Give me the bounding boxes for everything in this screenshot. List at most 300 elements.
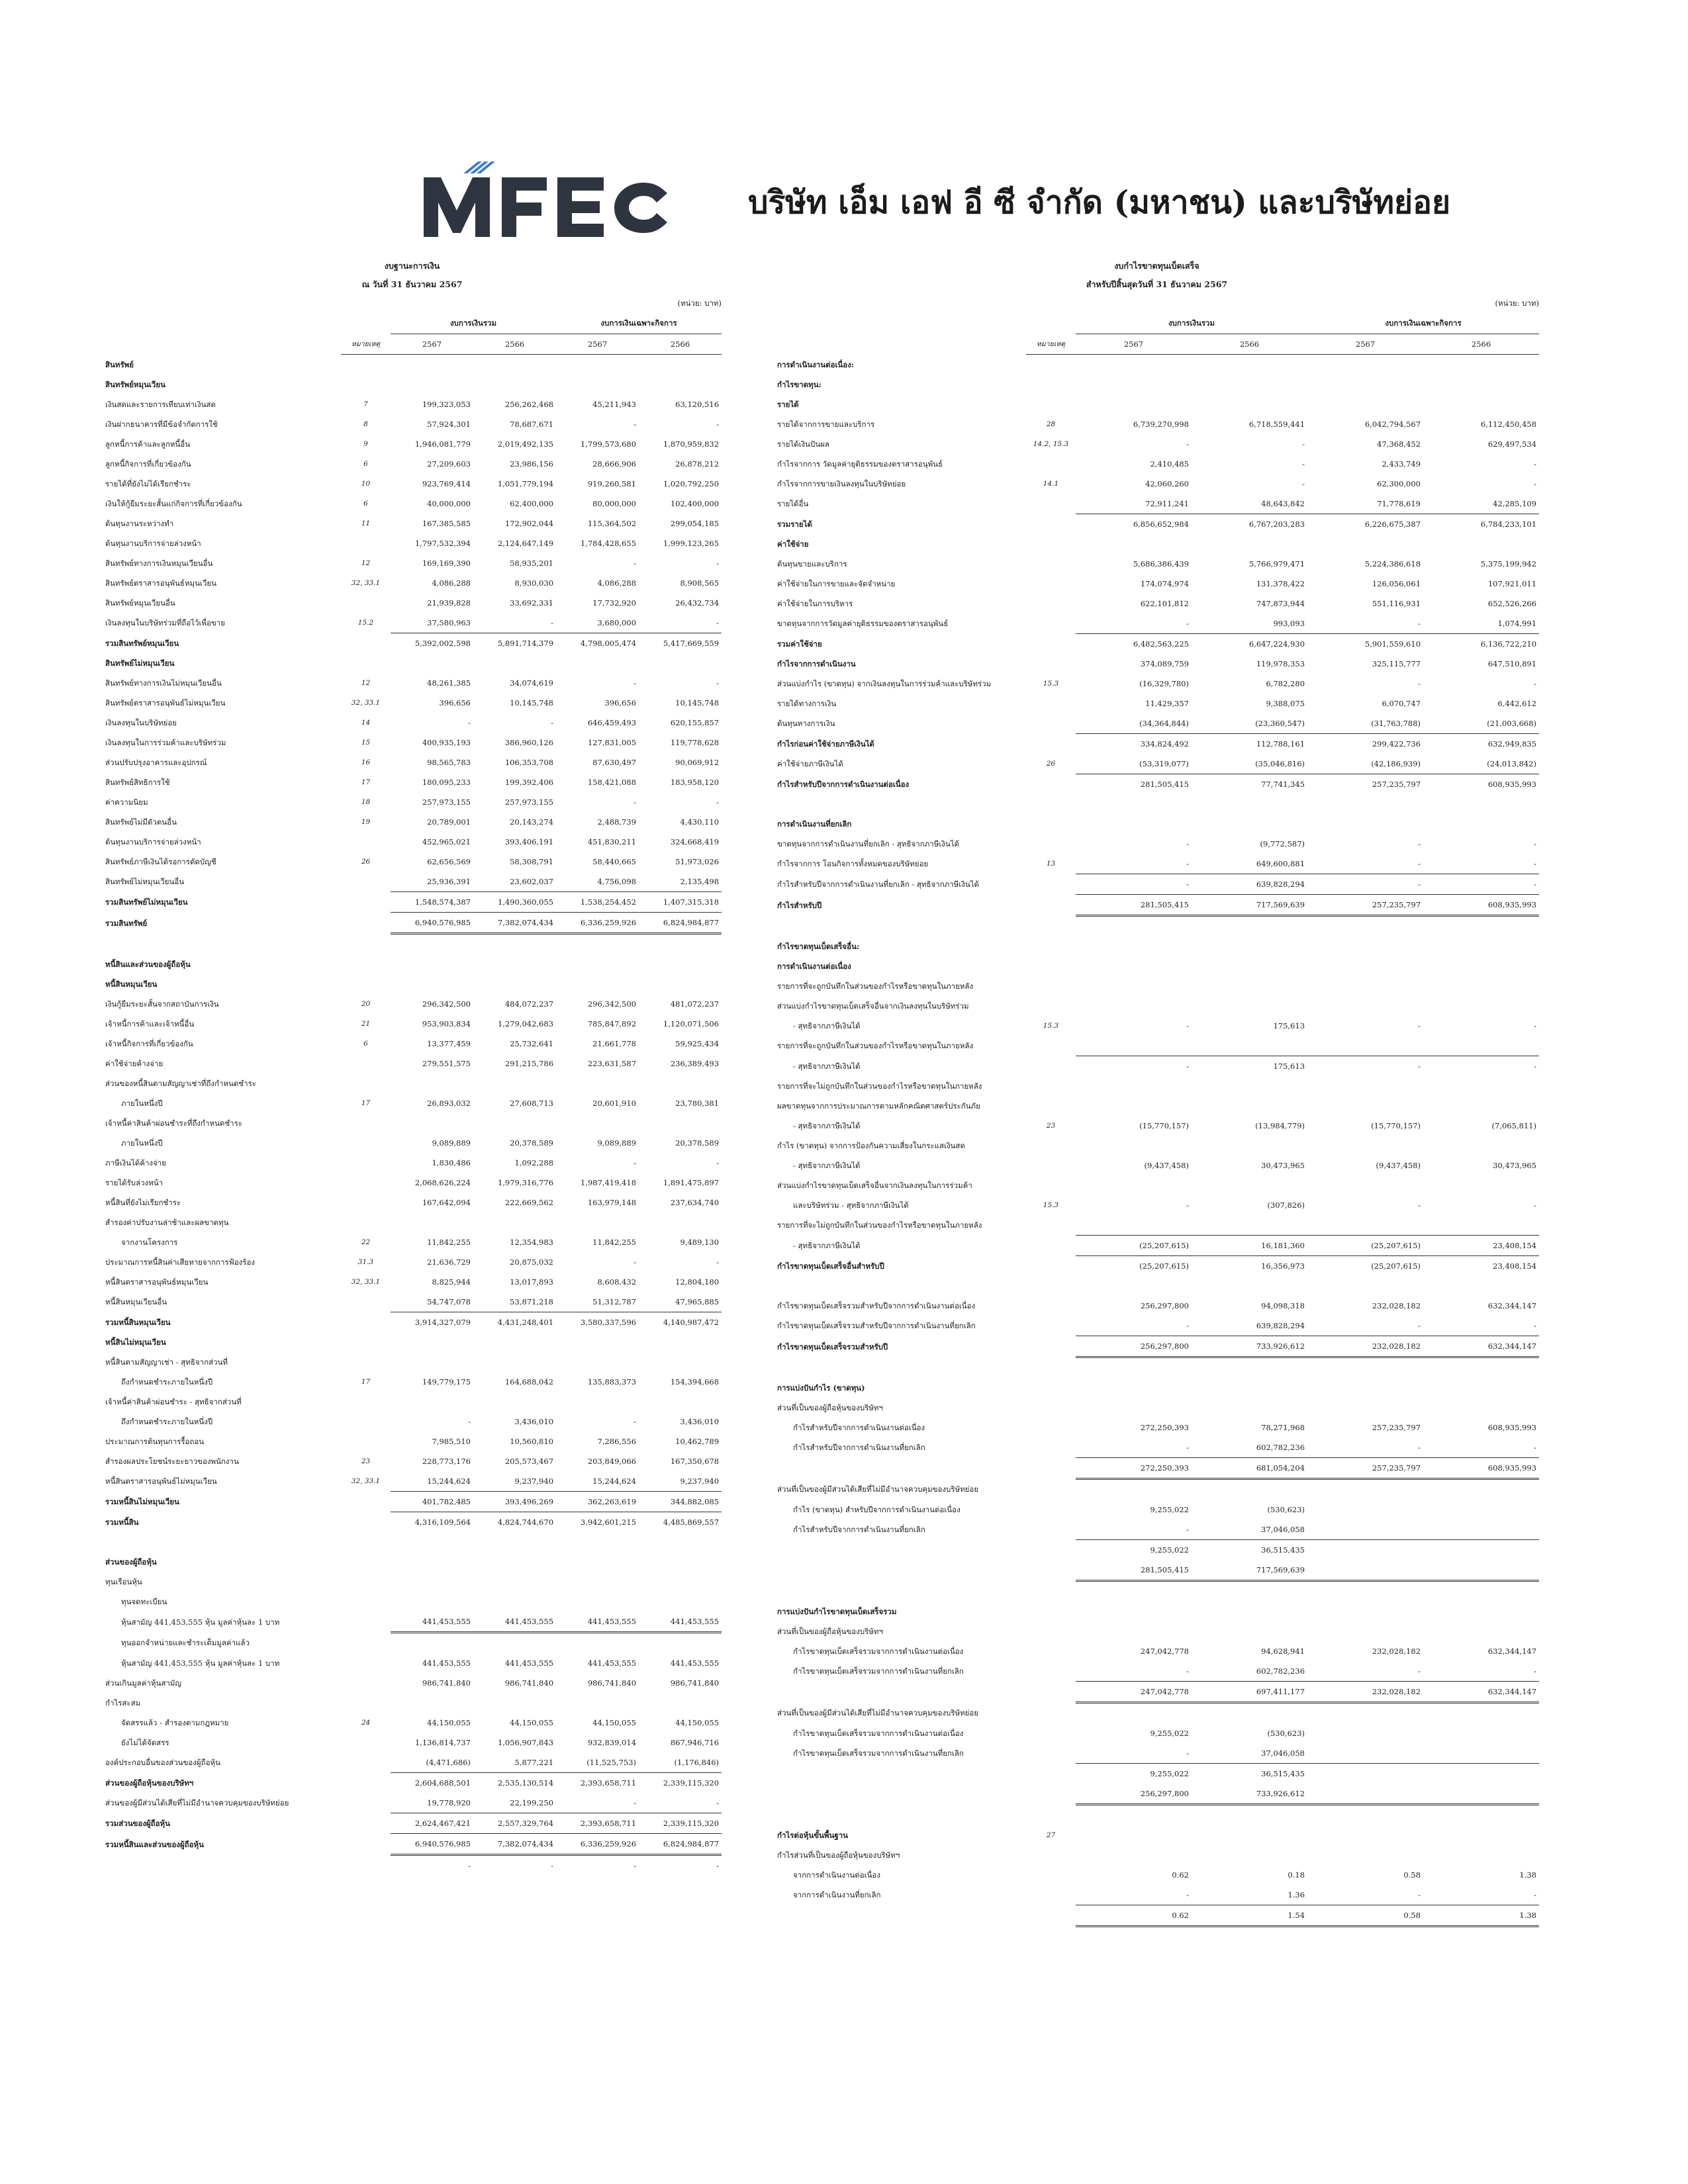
balance-sheet-row-label: กำไรสะสม (105, 1698, 141, 1707)
income-statement-row-value (1307, 794, 1423, 814)
balance-sheet-row-note: 24 (361, 1719, 371, 1727)
income-statement-row-value: (9,437,458) (1144, 1161, 1189, 1170)
balance-sheet-row-value: 2,339,115,320 (639, 1813, 722, 1834)
income-statement-period: สำหรับปีสิ้นสุดวันที่ 31 ธันวาคม 2567 (1086, 279, 1228, 289)
balance-sheet-row (103, 394, 722, 414)
balance-sheet-row-value: 98,565,783 (427, 758, 471, 767)
income-statement-row-value: (7,065,811) (1491, 1121, 1537, 1130)
balance-sheet-row-value (391, 934, 473, 955)
balance-sheet-row-value: 10,462,789 (675, 1437, 720, 1446)
balance-sheet-row-value: 2,557,329,764 (473, 1813, 556, 1834)
balance-sheet-row (103, 454, 722, 474)
balance-sheet-row-value: (11,525,753) (586, 1758, 637, 1767)
income-statement-row-value: 232,028,182 (1307, 1682, 1423, 1703)
balance-sheet-row-value: - (716, 420, 720, 429)
balance-sheet-row-value: 867,946,716 (670, 1738, 720, 1747)
income-statement-group-consolidated: งบการเงินรวม (1076, 312, 1307, 334)
balance-sheet-row-note: 18 (361, 798, 371, 806)
income-statement-row (774, 1336, 1539, 1357)
income-statement-row-value: 608,935,993 (1487, 1423, 1537, 1432)
balance-sheet-row (103, 1471, 722, 1492)
balance-sheet-row-note: 17 (361, 1378, 371, 1386)
balance-sheet-row-label: หนี้สินตราสารอนุพันธ์หมุนเวียน (105, 1277, 209, 1287)
balance-sheet-row-label: หนี้สินตามสัญญาเช่า - สุทธิจากส่วนที่ (105, 1357, 228, 1367)
balance-sheet-row-value: 2,339,115,320 (639, 1773, 722, 1794)
balance-sheet-row-value (556, 1552, 639, 1572)
balance-sheet-row-note: 14 (361, 719, 371, 727)
income-statement-row-label: กำไรขาดทุนเบ็ดเสร็จอื่นสำหรับปี (777, 1261, 884, 1271)
income-statement-row-label: จากการดำเนินงานที่ยกเลิก (793, 1890, 881, 1900)
income-statement-row-value (1076, 976, 1192, 996)
balance-sheet-row-value: 20,875,032 (510, 1257, 554, 1267)
income-statement-row-note (1026, 1215, 1076, 1236)
income-statement-row-label (774, 1764, 1026, 1784)
balance-sheet-row-value: 441,453,555 (556, 1612, 639, 1633)
income-statement-row-label: กำไรขาดทุนเบ็ดเสร็จรวมสำหรับปีจากการดำเนินงานต่อเนื่อง (777, 1301, 976, 1310)
income-statement-row-label: รายการที่จะไม่ถูกบันทึกในส่วนของกำไรหรือขาดทุนในภายหลัง (777, 1081, 982, 1091)
balance-sheet-row-label: ส่วนของหนี้สินตามสัญญาเช่าที่ถึงกำหนดชำระ (105, 1079, 256, 1088)
balance-sheet-row-note (341, 1412, 391, 1432)
balance-sheet-row (103, 892, 722, 913)
balance-sheet-row-value: 953,903,834 (422, 1019, 471, 1028)
income-statement-row-value: (31,763,788) (1371, 719, 1421, 728)
income-statement-year: 2566 (1192, 334, 1307, 355)
income-statement-row-label (774, 1560, 1026, 1581)
income-statement-row-note (1026, 936, 1076, 956)
balance-sheet-row-value (639, 1332, 722, 1352)
income-statement-row-label: กำไรขาดทุนเบ็ดเสร็จอื่น: (777, 942, 860, 951)
income-statement-row-note (1026, 1845, 1076, 1865)
balance-sheet-row-note (341, 1332, 391, 1352)
income-statement-row-value: 232,028,182 (1372, 1301, 1421, 1310)
income-statement-row-value: 993,093 (1273, 619, 1305, 628)
income-statement-row-value: 1.38 (1519, 1870, 1537, 1880)
balance-sheet-group-consolidated: งบการเงินรวม (391, 312, 556, 334)
income-statement-row-value (1307, 1520, 1423, 1540)
income-statement-row-value: 47,368,452 (1377, 439, 1421, 449)
income-statement-row-value (1423, 996, 1539, 1016)
income-statement-row-value (1423, 1076, 1539, 1096)
income-statement-row-value: - (1423, 1056, 1539, 1077)
income-statement-row (774, 654, 1539, 674)
income-statement-row-value (1423, 1784, 1539, 1805)
income-statement-row-value (1423, 1520, 1539, 1540)
income-statement-row-note: 13 (1046, 860, 1056, 868)
income-statement-row-value: 647,510,891 (1487, 659, 1537, 668)
income-statement-row-value (1192, 956, 1307, 976)
income-statement-row-label: การแบ่งปันกำไร (ขาดทุน) (777, 1383, 865, 1392)
income-statement-row-value (1192, 534, 1307, 554)
income-statement-row (774, 1540, 1539, 1561)
balance-sheet-row-note (341, 1292, 391, 1312)
balance-sheet-row (103, 792, 722, 812)
income-statement-row-value: 632,949,835 (1423, 734, 1539, 754)
balance-sheet-row-label: หนี้สินที่ยังไม่เรียกชำระ (105, 1198, 181, 1207)
income-statement-row (774, 1357, 1539, 1379)
income-statement-row-value: 6,767,203,283 (1192, 514, 1307, 535)
income-statement-row-value (1423, 1276, 1539, 1296)
balance-sheet-row-value: 2,624,467,421 (391, 1813, 473, 1834)
balance-sheet-row-value: 20,378,589 (510, 1138, 554, 1148)
income-statement-row (774, 494, 1539, 514)
balance-sheet-row-label: สินทรัพย์ภาษีเงินได้รอการตัดบัญชี (105, 857, 216, 866)
income-statement-row (774, 1256, 1539, 1277)
income-statement-row-note (1026, 1398, 1076, 1418)
balance-sheet-row-value: 22,199,250 (510, 1798, 554, 1807)
balance-sheet-row-value: 2,535,130,514 (473, 1773, 556, 1794)
income-statement-row-value (1307, 355, 1423, 375)
balance-sheet-row-value (391, 1633, 473, 1654)
balance-sheet-year: 2567 (556, 334, 639, 355)
balance-sheet-row-value (556, 1332, 639, 1352)
balance-sheet-row-note (341, 913, 391, 934)
balance-sheet-row-label (103, 1532, 341, 1552)
income-statement-row-value: 1.54 (1192, 1905, 1307, 1927)
balance-sheet-row-label: เจ้าหนี้ค่าสินค้าผ่อนชำระที่ถึงกำหนดชำระ (105, 1118, 242, 1128)
balance-sheet-row-value (473, 355, 556, 375)
balance-sheet-row-value: 400,935,193 (422, 738, 471, 747)
income-statement-row-label: รายการที่จะถูกบันทึกในส่วนของกำไรหรือขาดทุนในภายหลัง (777, 981, 974, 991)
balance-sheet-row (103, 1773, 722, 1794)
income-statement-row (774, 1500, 1539, 1520)
income-statement-row-label: การดำเนินงานที่ยกเลิก (777, 819, 852, 829)
balance-sheet-row-value: 1,870,959,832 (663, 439, 720, 449)
balance-sheet-row-value: 1,136,814,737 (414, 1738, 471, 1747)
balance-sheet-row-value: 7,286,556 (597, 1437, 637, 1446)
balance-sheet-row (103, 1113, 722, 1133)
balance-sheet-row-value: 26,878,212 (675, 459, 720, 469)
income-statement-row-value: - (1186, 1890, 1189, 1899)
income-statement-row-value (1076, 1581, 1192, 1602)
income-statement-row-value (1423, 1703, 1539, 1724)
balance-sheet-row-note: 7 (363, 400, 368, 408)
balance-sheet-row-value: 222,669,562 (504, 1198, 554, 1207)
balance-sheet-row (103, 1372, 722, 1392)
balance-sheet-row-value: 441,453,555 (504, 1659, 554, 1668)
income-statement-row (774, 1458, 1539, 1479)
income-statement-row (774, 1845, 1539, 1865)
income-statement-row-label: ส่วนแบ่งกำไรขาดทุนเบ็ดเสร็จอื่นจากเงินลงทุนในการร่วมค้า (777, 1181, 972, 1190)
income-statement-row-note (1026, 1805, 1076, 1826)
balance-sheet-row-note (341, 533, 391, 553)
income-statement-row-value (1192, 1357, 1307, 1379)
balance-sheet-row (103, 1034, 722, 1054)
balance-sheet-row-value: 2,393,658,711 (556, 1773, 639, 1794)
income-statement-row-note (1026, 1437, 1076, 1458)
balance-sheet-row-note (341, 1193, 391, 1212)
income-statement-row-value: 6,226,675,387 (1307, 514, 1423, 535)
balance-sheet-row-note (341, 355, 391, 375)
balance-sheet-row-value: 2,135,498 (680, 877, 720, 886)
balance-sheet-row-value: 2,488,739 (597, 817, 637, 827)
balance-sheet-row-value: 13,377,459 (427, 1039, 471, 1048)
balance-sheet-row-value: - (468, 1861, 471, 1870)
income-statement-row-value (1423, 534, 1539, 554)
balance-sheet-row-value: 167,350,678 (670, 1457, 720, 1466)
income-statement-row-value: 1,074,991 (1497, 619, 1537, 628)
income-statement-unit: (หน่วย: บาท) (1495, 298, 1539, 308)
income-statement-row-value: 175,613 (1192, 1056, 1307, 1077)
income-statement-row-note: 28 (1046, 420, 1056, 428)
income-statement-row-value: - (1186, 839, 1189, 848)
income-statement-row-value (1076, 375, 1192, 394)
balance-sheet-row-value (556, 375, 639, 394)
income-statement-row-value (1192, 916, 1307, 937)
income-statement-row-value (1192, 1805, 1307, 1826)
income-statement-row-value: (25,207,615) (1076, 1236, 1192, 1256)
income-statement-row-note (1026, 1743, 1076, 1764)
income-statement-row-value: 717,569,639 (1192, 895, 1307, 916)
balance-sheet-row-value: 44,150,055 (427, 1718, 471, 1727)
balance-sheet-row-note (341, 974, 391, 994)
income-statement-row (774, 734, 1539, 754)
balance-sheet-row-label: เงินฝากธนาคารที่มีข้อจำกัดการใช้ (105, 420, 218, 429)
income-statement-row (774, 375, 1539, 394)
balance-sheet-row-value (639, 1073, 722, 1093)
income-statement-row-value: - (1302, 459, 1305, 469)
income-statement-row-note (1026, 1076, 1076, 1096)
balance-sheet-row-note: 6 (363, 500, 368, 508)
balance-sheet-row-value (556, 1572, 639, 1592)
income-statement-row-value (1423, 794, 1539, 814)
balance-sheet-row-value: 158,421,088 (587, 778, 637, 787)
income-statement-row-label: กำไรสำหรับปี (777, 900, 822, 910)
income-statement-row-value: 71,778,619 (1377, 499, 1421, 508)
balance-sheet-row-label: หนี้สินและส่วนของผู้ถือหุ้น (105, 960, 191, 969)
balance-sheet-row-label: ภายในหนึ่งปี (121, 1099, 163, 1108)
balance-sheet-row-note (341, 1653, 391, 1673)
income-statement-row (774, 694, 1539, 713)
income-statement-row-value: 602,782,236 (1256, 1443, 1305, 1452)
balance-sheet-row-value: 58,440,665 (592, 857, 637, 866)
balance-sheet-row-note (341, 1612, 391, 1633)
balance-sheet-row-label: รวมหนี้สินไม่หมุนเวียน (105, 1497, 179, 1506)
balance-sheet-row (103, 1153, 722, 1173)
income-statement-row-label: รายได้ทางการเงิน (777, 699, 837, 708)
income-statement-row-note (1026, 1175, 1076, 1195)
income-statement-row-value: - (1186, 1443, 1189, 1452)
balance-sheet-row-value (391, 1073, 473, 1093)
balance-sheet-row-note (341, 1793, 391, 1813)
income-statement-row (774, 394, 1539, 414)
balance-sheet-row-value: 51,312,787 (592, 1297, 637, 1306)
income-statement-row-label: กำไรสำหรับปีจากการดำเนินงานต่อเนื่อง (793, 1423, 925, 1432)
balance-sheet-row-value: 1,279,042,683 (497, 1019, 554, 1028)
balance-sheet-row-value: - (633, 420, 637, 429)
balance-sheet-row-note (341, 934, 391, 955)
income-statement-row-value (1423, 1825, 1539, 1845)
balance-sheet-row-value (391, 375, 473, 394)
income-statement-row-value (1076, 1479, 1192, 1500)
balance-sheet-row (103, 1193, 722, 1212)
income-statement-row (774, 1398, 1539, 1418)
income-statement-row-value (1423, 1621, 1539, 1641)
income-statement-row-value: - (1534, 459, 1537, 469)
balance-sheet-row-value (639, 1693, 722, 1713)
income-statement-row-value (1307, 1175, 1423, 1195)
balance-sheet-row-note (341, 1693, 391, 1713)
income-statement-row (774, 574, 1539, 594)
income-statement-row-value: 602,782,236 (1256, 1666, 1305, 1676)
income-statement-row (774, 454, 1539, 474)
income-statement-row-label: กำไร (ขาดทุน) จากการป้องกันความเสี่ยงในกระแสเงินสด (777, 1141, 965, 1150)
income-statement-row-value: 325,115,777 (1372, 659, 1421, 668)
income-statement-row-value: 78,271,968 (1261, 1423, 1305, 1432)
balance-sheet-row-note (341, 1673, 391, 1693)
balance-sheet-row-value: 785,847,892 (587, 1019, 637, 1028)
income-statement-row-label: ส่วนแบ่งกำไรขาดทุนเบ็ดเสร็จอื่นจากเงินลงทุนในบริษัทร่วม (777, 1001, 969, 1011)
income-statement-row (774, 1378, 1539, 1398)
income-statement-row-label: รวมค่าใช้จ่าย (777, 639, 822, 649)
balance-sheet-row (103, 693, 722, 713)
balance-sheet-row-note (341, 1773, 391, 1794)
income-statement-row-label: กำไรขาดทุนเบ็ดเสร็จรวมจากการดำเนินงานที่ยกเลิก (793, 1749, 964, 1758)
balance-sheet-row-value: 154,394,668 (670, 1377, 720, 1387)
income-statement-row-value (1307, 1096, 1423, 1116)
income-statement-row-value: (9,437,458) (1376, 1161, 1421, 1170)
income-statement-row (774, 774, 1539, 795)
balance-sheet-row-label: สำรองผลประโยชน์ระยะยาวของพนักงาน (105, 1457, 239, 1466)
income-statement-row (774, 794, 1539, 814)
income-statement-row (774, 1136, 1539, 1156)
income-statement-row-value: 77,741,345 (1192, 774, 1307, 795)
income-statement-row-label: กำไรจากการขายเงินลงทุนในบริษัทย่อย (777, 479, 906, 488)
income-statement-title: งบกำไรขาดทุนเบ็ดเสร็จ (1114, 261, 1199, 271)
income-statement-row-value: 9,388,075 (1266, 699, 1305, 708)
income-statement-row-value: - (1418, 859, 1421, 868)
income-statement-row-value: 272,250,393 (1076, 1458, 1192, 1479)
balance-sheet-row (103, 1733, 722, 1752)
income-statement-row-value: 42,285,109 (1493, 499, 1537, 508)
income-statement-row-value: 697,411,177 (1192, 1682, 1307, 1703)
balance-sheet-row-value: 1,051,779,194 (497, 479, 554, 488)
income-statement-row-label: กำไรขาดทุนเบ็ดเสร็จรวมสำหรับปี (777, 1342, 888, 1351)
income-statement-row-value (1192, 394, 1307, 414)
income-statement-row-value (1192, 1276, 1307, 1296)
income-statement-row-note (1026, 1316, 1076, 1336)
income-statement-row-value (1307, 1357, 1423, 1379)
balance-sheet-row-value (391, 954, 473, 974)
income-statement-row-value: 257,235,797 (1307, 1458, 1423, 1479)
income-statement-row-value: - (1076, 1056, 1192, 1077)
income-statement-row-value: 5,686,386,439 (1133, 559, 1189, 569)
balance-sheet-row-value (391, 1552, 473, 1572)
income-statement-row (774, 916, 1539, 937)
balance-sheet-row-label: จัดสรรแล้ว - สำรองตามกฎหมาย (121, 1718, 229, 1727)
income-statement-row-value (1307, 1805, 1423, 1826)
income-statement-row (774, 1805, 1539, 1826)
balance-sheet-row-value (473, 1352, 556, 1372)
income-statement-row-note (1026, 554, 1076, 574)
income-statement-row-value (1423, 1136, 1539, 1156)
balance-sheet-row-value: 20,789,001 (427, 817, 471, 827)
income-statement-row-label: - สุทธิจากภาษีเงินได้ (793, 1021, 861, 1030)
income-statement-row-value: - (1534, 839, 1537, 848)
income-statement-row-label (774, 1458, 1026, 1479)
income-statement-row-value: 6,482,563,225 (1076, 634, 1192, 655)
income-statement-row-note (1026, 1703, 1076, 1724)
income-statement-row-value: (15,770,157) (1139, 1121, 1189, 1130)
income-statement-row-value (1307, 1215, 1423, 1236)
balance-sheet-row (103, 1653, 722, 1673)
income-statement-row-value: (307,826) (1267, 1201, 1305, 1210)
income-statement-row-note (1026, 1723, 1076, 1743)
income-statement-row (774, 996, 1539, 1016)
balance-sheet-row (103, 1332, 722, 1352)
balance-sheet-row-value: 25,936,391 (427, 877, 471, 886)
balance-sheet-row-value: 362,263,619 (556, 1492, 639, 1512)
balance-sheet-row-value: 1,891,475,897 (663, 1178, 720, 1187)
balance-sheet-row-note: 26 (361, 858, 371, 866)
income-statement-row-value (1423, 1805, 1539, 1826)
balance-sheet-row-value: 9,489,130 (680, 1238, 720, 1247)
income-statement-row-label: ส่วนแบ่งกำไร (ขาดทุน) จากเงินลงทุนในการร่วมค้าและบริษัทร่วม (777, 679, 992, 688)
balance-sheet-row-value (473, 375, 556, 394)
income-statement-row-value (1192, 1845, 1307, 1865)
income-statement-row-label: - สุทธิจากภาษีเงินได้ (793, 1161, 861, 1170)
balance-sheet-row-value: 1,092,288 (514, 1158, 554, 1167)
balance-sheet-row-value: 63,120,516 (675, 400, 720, 409)
balance-sheet-row (103, 1173, 722, 1193)
balance-sheet-row-value: 23,602,037 (510, 877, 554, 886)
income-statement-row-value (1192, 1703, 1307, 1724)
balance-sheet-row-note (341, 1153, 391, 1173)
income-statement-row-note (1026, 916, 1076, 937)
balance-sheet-row (103, 1492, 722, 1512)
income-statement-row (774, 594, 1539, 614)
income-statement-row-value (1076, 1825, 1192, 1845)
income-statement-row-note: 27 (1046, 1831, 1056, 1839)
balance-sheet-row-label: สินทรัพย์ไม่หมุนเวียน (105, 659, 175, 668)
balance-sheet-row-note (341, 1855, 391, 1876)
balance-sheet-row (103, 1212, 722, 1232)
income-statement-row-label: กำไรสำหรับปีจากการดำเนินงานต่อเนื่อง (777, 779, 910, 789)
balance-sheet-row-value: 21,636,729 (427, 1257, 471, 1267)
balance-sheet-row (103, 1133, 722, 1153)
balance-sheet-row-value: 87,630,497 (592, 758, 637, 767)
income-statement-row (774, 1036, 1539, 1056)
balance-sheet-row-value: 23,986,156 (510, 459, 554, 469)
balance-sheet-row (103, 375, 722, 394)
income-statement-row-value (1423, 936, 1539, 956)
income-statement-row (774, 674, 1539, 694)
income-statement-row-value: (15,770,157) (1371, 1121, 1421, 1130)
balance-sheet-row-label: สินทรัพย์หมุนเวียนอื่น (105, 598, 175, 608)
income-statement-row-value (1307, 375, 1423, 394)
income-statement-row (774, 1016, 1539, 1036)
balance-sheet-row-note (341, 1212, 391, 1232)
income-statement-row-value (1423, 1743, 1539, 1764)
income-statement-row (774, 1723, 1539, 1743)
income-statement-row-note: 14.2, 15.3 (1033, 440, 1069, 448)
balance-sheet-row-value: 27,209,603 (427, 459, 471, 469)
income-statement-row-value (1423, 375, 1539, 394)
income-statement-row-note (1026, 1905, 1076, 1927)
income-statement-row-value (1192, 1602, 1307, 1621)
income-statement-row-note (1026, 1500, 1076, 1520)
income-statement-row-label (774, 1784, 1026, 1805)
balance-sheet-row-value (556, 1592, 639, 1612)
income-statement-row-value: 131,378,422 (1256, 579, 1305, 588)
income-statement-row-value: 72,911,241 (1145, 499, 1189, 508)
income-statement-row-value (1307, 976, 1423, 996)
income-statement-row-value: 30,473,965 (1261, 1161, 1305, 1170)
balance-sheet-row-value: 26,432,734 (675, 598, 720, 608)
income-statement-row-note: 23 (1046, 1122, 1056, 1130)
income-statement-row-value: 62,300,000 (1377, 479, 1421, 488)
balance-sheet-row-note (341, 1733, 391, 1752)
balance-sheet-row (103, 994, 722, 1014)
